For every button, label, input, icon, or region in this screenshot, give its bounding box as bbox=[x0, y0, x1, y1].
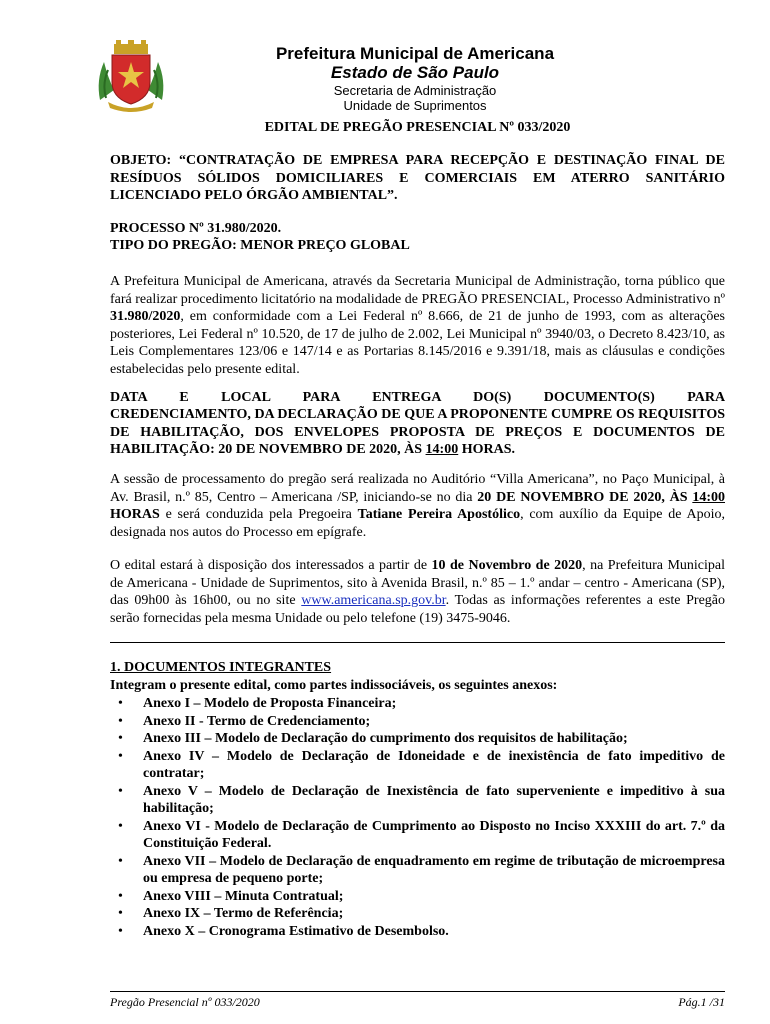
disponivel-text-1: O edital estará à disposição dos interessados a partir de bbox=[110, 558, 432, 573]
annex-list-item bbox=[110, 748, 725, 783]
data-local-time: 14:00 bbox=[425, 442, 459, 457]
annex-item-text: Anexo X – Cronograma Estimativo de Desembolso. bbox=[143, 923, 449, 939]
annex-list-item bbox=[110, 923, 725, 941]
word: LOCAL bbox=[221, 390, 271, 405]
annex-item-text: Anexo VII – Modelo de Declaração de enquadramento em regime de tributação de microempresa ou empresa de pequeno porte; bbox=[143, 853, 725, 886]
sessao-hours: HORAS bbox=[110, 507, 160, 522]
disponivel-paragraph bbox=[110, 557, 725, 627]
intro-text-1: A Prefeitura Municipal de Americana, através da Secretaria Municipal de Administração, torna público que fará realizar procedimento licitatório na modalidade de PREGÃO PRESENCIAL, Processo Administrativo nº bbox=[110, 274, 725, 307]
word: DOCUMENTO(S) bbox=[543, 390, 655, 405]
sessao-paragraph bbox=[110, 471, 725, 541]
annex-list-item bbox=[110, 888, 725, 906]
website-link[interactable]: www.americana.sp.gov.br bbox=[301, 593, 446, 608]
processo-line: PROCESSO Nº 31.980/2020. bbox=[110, 221, 282, 236]
word: DO(S) bbox=[473, 390, 512, 405]
intro-process-number: 31.980/2020 bbox=[110, 309, 181, 324]
footer-page-number: Pág.1 /31 bbox=[678, 995, 725, 1009]
pregoeira-name: Tatiane Pereira Apostólico bbox=[357, 507, 521, 522]
document-title: EDITAL DE PREGÃO PRESENCIAL Nº 033/2020 bbox=[264, 120, 571, 135]
word: PARA bbox=[302, 390, 340, 405]
disponivel-text-3: . Todas as informações referentes a este Pregão serão fornecidas pela mesma Unidade ou pelo telefone (19) 3475-9046. bbox=[110, 593, 726, 626]
header-unit: Unidade de Suprimentos bbox=[343, 98, 487, 113]
word: E bbox=[179, 390, 189, 405]
annex-item-text: Anexo V – Modelo de Declaração de Inexistência de fato superveniente e impeditivo à sua habilitação; bbox=[143, 783, 725, 816]
annex-item-text: Anexo I – Modelo de Proposta Financeira; bbox=[143, 696, 397, 711]
tipo-pregao-line: TIPO DO PREGÃO: MENOR PREÇO GLOBAL bbox=[110, 238, 410, 253]
annex-list-item bbox=[110, 818, 725, 853]
disponivel-text-2: , na Prefeitura Municipal de Americana - Unidade de Suprimentos, sito à Avenida Brasil, n.º 85 – 1.º andar – centro - Americana (SP), das 09h00 às 16h00, ou no site bbox=[110, 558, 726, 608]
annex-item-text: Anexo II - Termo de Credenciamento; bbox=[143, 713, 371, 729]
word: ENTREGA bbox=[372, 390, 441, 405]
objeto-paragraph: OBJETO: “CONTRATAÇÃO DE EMPRESA PARA RECEPÇÃO E DESTINAÇÃO FINAL DE RESÍDUOS SÓLIDOS DOMICILIARES E COMERCIAIS EM ATERRO SANITÁRIO LICENCIADO PELO ÓRGÃO AMBIENTAL”. bbox=[110, 153, 725, 203]
data-local-end: HORAS. bbox=[458, 442, 516, 457]
intro-paragraph bbox=[110, 273, 725, 378]
sessao-date: 20 DE NOVEMBRO DE 2020, ÀS bbox=[477, 489, 693, 505]
header-state: Estado de São Paulo bbox=[330, 63, 500, 82]
header-secretariat: Secretaria de Administração bbox=[333, 83, 497, 98]
word: PARA bbox=[687, 390, 726, 405]
footer-document-ref: Pregão Presencial nº 033/2020 bbox=[110, 995, 260, 1009]
annex-item-text: Anexo VIII – Minuta Contratual; bbox=[143, 888, 344, 904]
section-1-lead: Integram o presente edital, como partes indissociáveis, os seguintes anexos: bbox=[110, 678, 558, 693]
bullet-icon: • bbox=[118, 888, 123, 904]
bullet-icon: • bbox=[118, 696, 123, 711]
bullet-icon: • bbox=[118, 818, 123, 834]
bullet-icon: • bbox=[118, 853, 123, 869]
sessao-time: 14:00 bbox=[692, 489, 725, 505]
bullet-icon: • bbox=[118, 783, 123, 799]
annex-item-text: Anexo IV – Modelo de Declaração de Idoneidade e de inexistência de fato impeditivo de contratar; bbox=[143, 748, 725, 781]
annex-list-item bbox=[110, 783, 725, 818]
footer-divider bbox=[110, 991, 725, 992]
data-local-paragraph bbox=[110, 406, 725, 459]
intro-text-2: , em conformidade com a Lei Federal nº 8.666, de 21 de junho de 1993, com as alterações posteriores, Lei Federal nº 10.520, de 17 de julho de 2.002, Lei Municipal nº 3940/03, o Decreto 8.423/10, as Leis Complementares 123/06 e 147/14 e as Portarias 8.145/2016 e 9.391/18, mais as cláusulas e condições estabelecidas pelo presente edital. bbox=[110, 309, 725, 377]
bullet-icon: • bbox=[118, 906, 123, 921]
annex-list-item bbox=[110, 730, 725, 748]
annex-item-text: Anexo III – Modelo de Declaração do cumprimento dos requisitos de habilitação; bbox=[143, 731, 628, 746]
annex-item-text: Anexo IX – Termo de Referência; bbox=[143, 906, 344, 921]
bullet-icon: • bbox=[118, 923, 123, 939]
bullet-icon: • bbox=[118, 748, 123, 764]
bullet-icon: • bbox=[118, 731, 123, 746]
sessao-text-1: A sessão de processamento do pregão será realizada no Auditório “Villa Americana”, no Paço Municipal, à Av. Brasil, n.º 85, Centro – Americana /SP, iniciando-se no dia bbox=[110, 472, 725, 505]
annex-list-item bbox=[110, 713, 725, 731]
section-divider bbox=[110, 642, 725, 643]
annex-list bbox=[110, 695, 725, 940]
header-title: Prefeitura Municipal de Americana bbox=[275, 44, 555, 63]
annex-list-item bbox=[110, 695, 725, 713]
sessao-text-3: , com auxílio da Equipe de Apoio, designada nos autos do Processo em epígrafe. bbox=[110, 507, 725, 540]
annex-item-text: Anexo VI - Modelo de Declaração de Cumprimento ao Disposto no Inciso XXXIII do art. 7.º da Constituição Federal. bbox=[143, 818, 725, 851]
disponivel-date: 10 de Novembro de 2020 bbox=[431, 558, 583, 573]
annex-list-item bbox=[110, 853, 725, 888]
section-1-heading: 1. DOCUMENTOS INTEGRANTES bbox=[110, 660, 332, 675]
coat-of-arms-icon bbox=[92, 40, 170, 114]
sessao-text-2: e será conduzida pela Pregoeira bbox=[159, 507, 358, 522]
bullet-icon: • bbox=[118, 713, 123, 729]
data-local-first-line bbox=[110, 389, 725, 407]
data-local-text: CREDENCIAMENTO, DA DECLARAÇÃO DE QUE A PROPONENTE CUMPRE OS REQUISITOS DE HABILITAÇÃO, DOS ENVELOPES PROPOSTA DE PREÇOS E DOCUMENTOS DE HABILITAÇÃO: 20 DE NOVEMBRO DE 2020, ÀS bbox=[110, 407, 725, 457]
annex-list-item bbox=[110, 905, 725, 923]
word: DATA bbox=[110, 390, 147, 405]
